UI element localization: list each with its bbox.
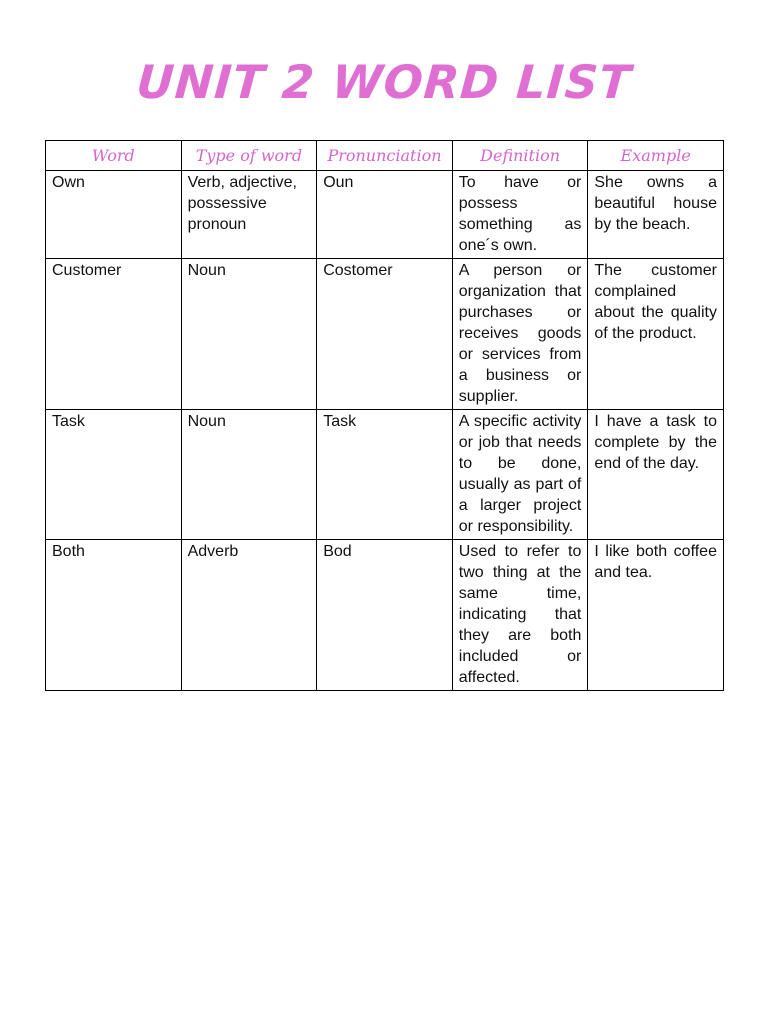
cell-definition: To have or possess something as one´s own. <box>452 171 588 259</box>
table-row <box>46 540 724 691</box>
cell-definition: A person or organization that purchases or receives goods or services from a business or supplier. <box>452 259 588 410</box>
cell-type: Adverb <box>181 540 317 691</box>
cell-example: I have a task to complete by the end of the day. <box>588 410 724 540</box>
table-header-row <box>46 141 724 171</box>
page-title: UNIT 2 WORD LIST <box>134 55 634 109</box>
cell-pronunciation: Bod <box>317 540 453 691</box>
table-row <box>46 410 724 540</box>
cell-word: Task <box>46 410 182 540</box>
word-list-table <box>45 140 724 691</box>
cell-example: The customer complained about the quality of the product. <box>588 259 724 410</box>
header-pronunciation: Pronunciation <box>317 141 453 171</box>
cell-pronunciation: Oun <box>317 171 453 259</box>
header-example: Example <box>588 141 724 171</box>
header-definition: Definition <box>452 141 588 171</box>
cell-definition: A specific activity or job that needs to be done, usually as part of a larger project or responsibility. <box>452 410 588 540</box>
cell-type: Noun <box>181 410 317 540</box>
cell-example: She owns a beautiful house by the beach. <box>588 171 724 259</box>
cell-example: I like both coffee and tea. <box>588 540 724 691</box>
header-type-of-word: Type of word <box>181 141 317 171</box>
cell-definition: Used to refer to two thing at the same time, indicating that they are both included or affected. <box>452 540 588 691</box>
cell-pronunciation: Task <box>317 410 453 540</box>
cell-type: Noun <box>181 259 317 410</box>
table-row <box>46 171 724 259</box>
cell-word: Own <box>46 171 182 259</box>
cell-pronunciation: Costomer <box>317 259 453 410</box>
cell-word: Both <box>46 540 182 691</box>
header-word: Word <box>46 141 182 171</box>
cell-word: Customer <box>46 259 182 410</box>
cell-type: Verb, adjective, possessive pronoun <box>181 171 317 259</box>
table-row <box>46 259 724 410</box>
